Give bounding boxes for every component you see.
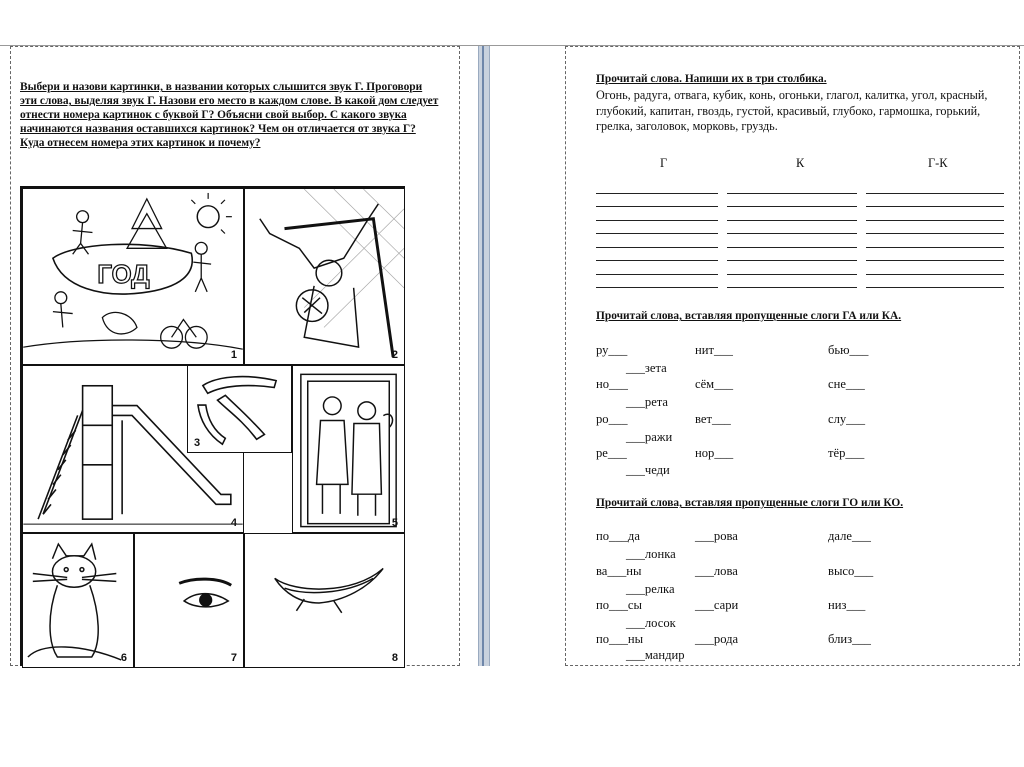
picture-number: 6 bbox=[120, 652, 127, 664]
boomerangs-picture bbox=[188, 366, 291, 452]
picture-number: 4 bbox=[230, 517, 237, 529]
task3-word: ___рова bbox=[695, 529, 738, 543]
task3-word: близ___ bbox=[828, 632, 871, 646]
task3-word: по___да bbox=[596, 529, 640, 543]
picture-cell-6 bbox=[22, 533, 134, 668]
task2-word: ___зета bbox=[626, 361, 667, 375]
column-header-g-k: Г-К bbox=[928, 156, 948, 170]
picture-number: 7 bbox=[230, 652, 237, 664]
task2-word: но___ bbox=[596, 377, 628, 391]
task2-word: тёр___ bbox=[828, 446, 865, 460]
task3-word: низ___ bbox=[828, 598, 866, 612]
column-header-k: К bbox=[796, 156, 805, 170]
task2-word: ро___ bbox=[596, 412, 628, 426]
answer-column-k[interactable] bbox=[727, 180, 857, 288]
task2-word: ___ражи bbox=[626, 430, 673, 444]
picture-cell-2 bbox=[244, 188, 405, 365]
task3-word: по___ны bbox=[596, 632, 644, 646]
task2-word: ру___ bbox=[596, 343, 628, 357]
picture-number: 1 bbox=[230, 349, 237, 361]
picture-cell-7 bbox=[134, 533, 244, 668]
couple-in-doorway-picture bbox=[293, 366, 404, 532]
picture-cell-1 bbox=[22, 188, 244, 365]
task3-word: ___лонка bbox=[626, 547, 676, 561]
task3-word: дале___ bbox=[828, 529, 871, 543]
page-gutter bbox=[478, 46, 490, 666]
task3-word: ___релка bbox=[626, 582, 675, 596]
task2-title: Прочитай слова, вставляя пропущенные слоги ГА или КА. bbox=[596, 310, 902, 322]
task3-word: высо___ bbox=[828, 564, 874, 578]
picture-cell-3 bbox=[187, 365, 292, 453]
task3-word: ва___ны bbox=[596, 564, 642, 578]
task3-word: ___сари bbox=[695, 598, 739, 612]
task2-word: нит___ bbox=[695, 343, 733, 357]
answer-column-g-k[interactable] bbox=[866, 180, 1004, 288]
seasons-god-picture bbox=[23, 189, 243, 364]
picture-cell-5 bbox=[292, 365, 405, 533]
eye-picture bbox=[135, 534, 243, 667]
task2-word: вет___ bbox=[695, 412, 731, 426]
answer-column-g[interactable] bbox=[596, 180, 718, 288]
task3-word: ___мандир bbox=[626, 648, 685, 662]
task2-word: ___чеди bbox=[626, 463, 670, 477]
picture-number: 5 bbox=[391, 517, 398, 529]
task3-word: ___лова bbox=[695, 564, 738, 578]
task3-word: ___рода bbox=[695, 632, 739, 646]
task1-word-list: Огонь, радуга, отвага, кубик, конь, огоньки, глагол, калитка, угол, красный, глубокий, капитан, гвоздь, густой, красивый, глубоко, гармошка, горький, грелка, заголовок, морковь, груздь. bbox=[596, 88, 988, 134]
task2-word: нор___ bbox=[695, 446, 734, 460]
task2-word: сне___ bbox=[828, 377, 865, 391]
column-header-g: Г bbox=[660, 156, 668, 170]
task3-word: по___сы bbox=[596, 598, 642, 612]
task2-word: бью___ bbox=[828, 343, 869, 357]
left-instruction: Выбери и назови картинки, в названии которых слышится звук Г. Проговори эти слова, выделяя звук Г. Назови его место в каждом слове. В какой дом следует отнести номера картинок с буквой Г? Объясни свой выбор. С какого звука начинаются названия оставшихся картинок? Чем он отличается от звука Г? Куда отнесем номера этих картинок и почему? bbox=[20, 81, 439, 149]
task2-word: ре___ bbox=[596, 446, 627, 460]
task3-title: Прочитай слова, вставляя пропущенные слоги ГО или КО. bbox=[596, 497, 904, 509]
task2-word: слу___ bbox=[828, 412, 866, 426]
task2-word: сём___ bbox=[695, 377, 734, 391]
picture-grid bbox=[20, 186, 405, 666]
god-word-graphic: ГОД bbox=[97, 260, 150, 289]
picture-number: 2 bbox=[391, 349, 398, 361]
task3-word: ___лосок bbox=[626, 616, 676, 630]
task2-word: ___рета bbox=[626, 395, 669, 409]
cat-picture bbox=[23, 534, 133, 667]
goalkeeper-picture bbox=[245, 189, 404, 364]
boat-picture bbox=[245, 534, 404, 667]
picture-number: 3 bbox=[194, 437, 201, 449]
picture-number: 8 bbox=[391, 652, 398, 664]
picture-cell-8 bbox=[244, 533, 405, 668]
task1-title: Прочитай слова. Напиши их в три столбика. bbox=[596, 73, 827, 85]
